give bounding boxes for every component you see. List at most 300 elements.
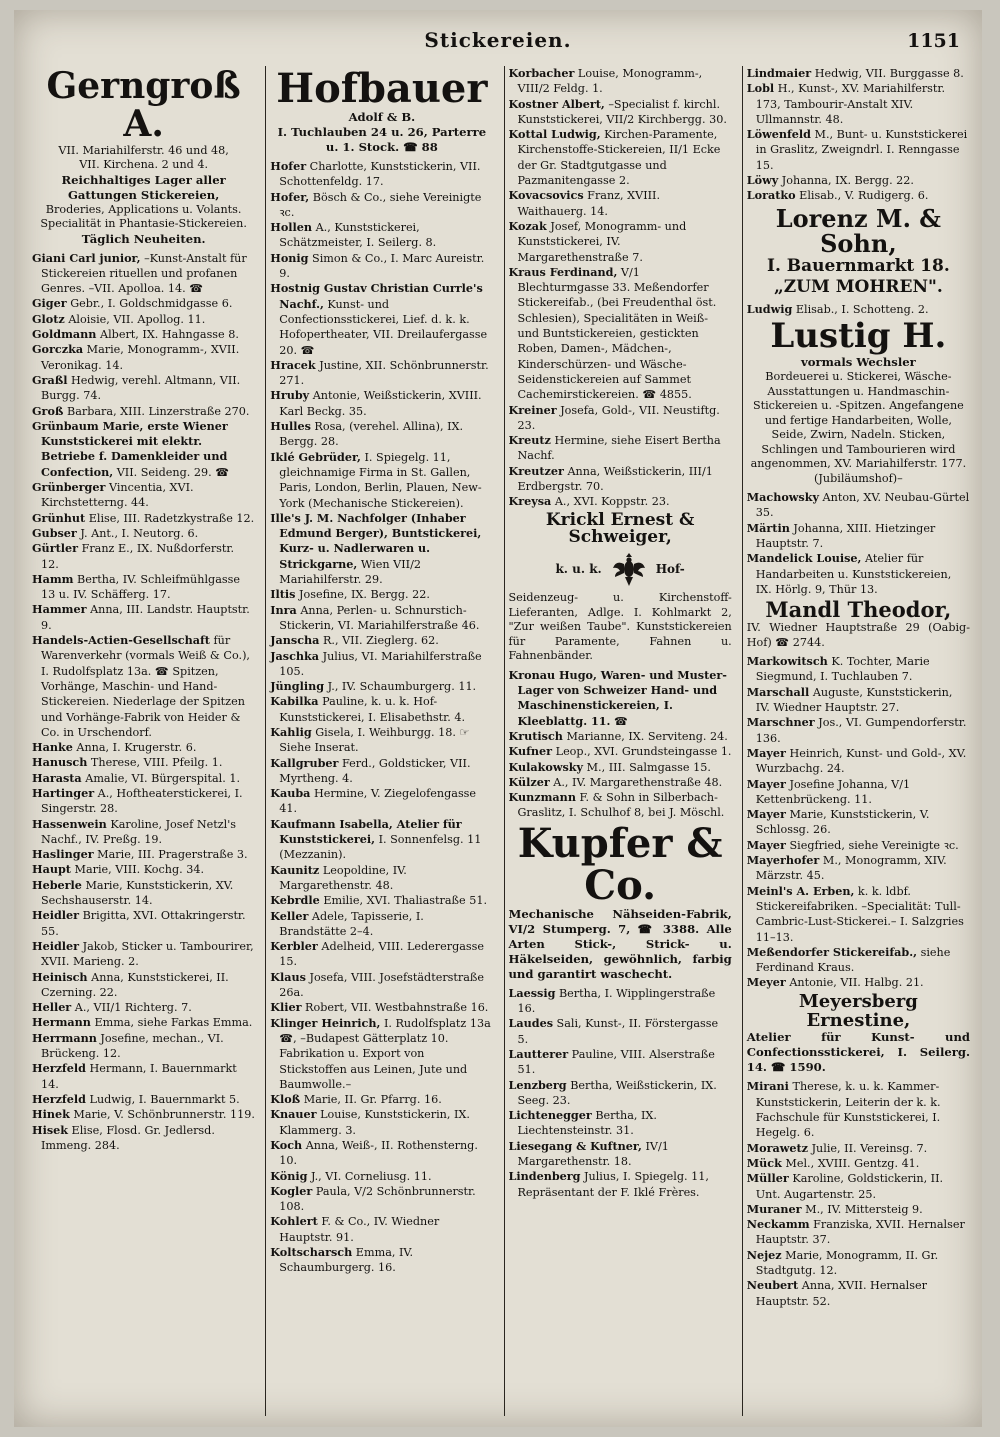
entry-details: VII. Seideng. 29. ☎ bbox=[113, 465, 230, 479]
directory-entry bbox=[270, 939, 493, 970]
directory-entry bbox=[32, 373, 255, 404]
entry-details: Anna, XVII. Hernalser Hauptstr. 52. bbox=[755, 1279, 927, 1308]
directory-entry bbox=[270, 587, 493, 602]
entry-details: V/1 Blechturmgasse 33. Meßendorfer Stickereifab., (bei Freudenthal öst. Schlesien), Specialitäten in Weiß- und Buntstickereien, gestickten Roben, Damen-, Mädchen-, Kinderschürzen- und Wäsche-Seidenstickereien auf Sammet Cachemirstickereien. ☎ 4855. bbox=[517, 265, 717, 402]
entry-details: Simon & Co., I. Marc Aureistr. 9. bbox=[279, 251, 485, 281]
directory-entry bbox=[32, 786, 255, 817]
entry-name: Korbacher bbox=[508, 66, 575, 80]
entry-details: Adelheid, VIII. Lederergasse 15. bbox=[279, 940, 485, 969]
directory-entry bbox=[32, 327, 255, 342]
entry-details: Elise, III. Radetzkystraße 12. bbox=[85, 511, 255, 525]
entry-details: F. & Sohn in Silberbach-Graslitz, I. Schulhof 8, bei J. Möschl. bbox=[517, 791, 725, 820]
directory-entry bbox=[270, 1016, 493, 1092]
entry-name: Kozak bbox=[508, 218, 547, 233]
entry-details: A., Hoftheaterstickerei, I. Singerstr. 28. bbox=[41, 786, 243, 816]
entry-details: Brigitta, XVI. Ottakringerstr. 55. bbox=[41, 909, 246, 938]
entry-name: Löwy bbox=[746, 173, 779, 188]
entry-name: Gorczka bbox=[32, 342, 84, 357]
entry-details: Marie, Kunststickerin, V. Schlossg. 26. bbox=[755, 808, 930, 837]
entry-name: Kunzmann bbox=[508, 790, 576, 805]
entry-details: Franz E., IX. Nußdorferstr. 12. bbox=[41, 542, 235, 571]
entry-name: Markowitsch bbox=[746, 654, 828, 669]
directory-entry bbox=[509, 1078, 732, 1109]
directory-entry bbox=[747, 302, 970, 317]
entry-details: Mel., XVIII. Gentzg. 41. bbox=[781, 1156, 920, 1170]
entry-name: Meyer bbox=[746, 975, 786, 990]
directory-entry bbox=[747, 521, 970, 552]
directory-entry bbox=[270, 220, 493, 251]
directory-entry bbox=[747, 807, 970, 838]
directory-entry bbox=[747, 654, 970, 685]
advertisement-line: Atelier für Kunst- und Confectionsstickerei, I. Seilerg. 14. ☎ 1590. bbox=[746, 1030, 970, 1075]
directory-entry bbox=[509, 1139, 732, 1170]
advertisement-meyersberg bbox=[746, 990, 970, 1076]
column-2 bbox=[265, 66, 493, 1416]
directory-entry bbox=[747, 1079, 970, 1140]
entry-name: Haslinger bbox=[32, 847, 94, 862]
entry-details: Anna, Kunststickerei, II. Czerning. 22. bbox=[41, 970, 229, 999]
advertisement-line: „ZUM MOHREN". bbox=[773, 277, 943, 298]
advertisement-line: Täglich Neuheiten. bbox=[81, 231, 206, 246]
advertisement-gerngross bbox=[32, 68, 255, 247]
entry-name: Kaunitz bbox=[270, 862, 320, 877]
entry-name: Koltscharsch bbox=[270, 1245, 353, 1260]
entry-details: Johanna, IX. Bergg. 22. bbox=[778, 174, 914, 188]
advertisement-line: VII. Kirchena. 2 und 4. bbox=[79, 158, 209, 172]
directory-entry bbox=[509, 760, 732, 775]
column-3 bbox=[504, 66, 732, 1416]
entry-name: Loratko bbox=[746, 188, 796, 203]
entry-name: Machowsky bbox=[746, 490, 819, 505]
entry-details: I. Spiegelg. 11, gleichnamige Firma in St. Gallen, Paris, London, Berlin, Plauen, New-York (Mechanische Stickereien). bbox=[279, 450, 482, 510]
entry-details: Robert, VII. Westbahnstraße 16. bbox=[301, 1001, 489, 1015]
entry-details: Gisela, I. Weihburgg. 18. ☞ Siehe Inserat. bbox=[279, 725, 470, 755]
entry-name: Lenzberg bbox=[508, 1077, 567, 1092]
advertisement-line: vormals Wechsler bbox=[801, 355, 916, 370]
directory-entry bbox=[509, 1169, 732, 1200]
directory-entry bbox=[747, 81, 970, 127]
entry-details: Bertha, IX. Liechtensteinstr. 31. bbox=[517, 1109, 657, 1138]
entry-details: Marie, Monogramm-, XVII. Veronikag. 14. bbox=[41, 343, 240, 372]
entry-name: Heberle bbox=[32, 877, 82, 892]
entry-name: Kebrdle bbox=[270, 893, 320, 908]
entry-name: Hassenwein bbox=[32, 816, 107, 831]
entry-details: Pauline, VIII. Alserstraße 51. bbox=[517, 1047, 715, 1077]
directory-entry bbox=[270, 893, 493, 908]
directory-entry bbox=[32, 480, 255, 511]
entry-name: Kovacsovics bbox=[508, 188, 584, 203]
entry-name: Inra bbox=[270, 602, 297, 617]
entry-details: Anton, XV. Neubau-Gürtel 35. bbox=[755, 491, 970, 520]
entry-details: Julie, II. Vereinsg. 7. bbox=[808, 1141, 928, 1155]
entry-name: Hofer bbox=[270, 159, 307, 173]
entry-name: Herzfeld bbox=[32, 1091, 86, 1106]
directory-entry bbox=[270, 1000, 493, 1015]
entry-details: –Kunst-Anstalt für Stickereien rituellen und profanen Genres. –VII. Apolloa. 14. ☎ bbox=[41, 251, 247, 296]
advertisement-line: Adolf & B. bbox=[348, 110, 416, 124]
entry-name: Kronau Hugo, Waren- und Muster-Lager von Schweizer Hand- und Maschinenstickereien, I. Kleeblattg. 11. bbox=[508, 667, 727, 728]
directory-entry bbox=[747, 551, 970, 597]
entry-name: Giger bbox=[32, 296, 67, 311]
entry-details: Hermann, I. Bauernmarkt 14. bbox=[41, 1062, 237, 1091]
entry-name: Lindenberg bbox=[508, 1169, 581, 1184]
entry-details: Hedwig, verehl. Altmann, VII. Burgg. 74. bbox=[41, 373, 241, 403]
entry-details: Anna, I. Krugerstr. 6. bbox=[72, 741, 197, 755]
entry-details: I. Sonnenfelsg. 11 (Mezzanin). bbox=[279, 833, 482, 862]
entry-details: M., III. Salmgasse 15. bbox=[583, 760, 711, 774]
entry-details: Ludwig, I. Bauernmarkt 5. bbox=[85, 1092, 240, 1106]
directory-entry bbox=[270, 358, 493, 389]
directory-entry bbox=[32, 526, 255, 541]
entry-details: Sali, Kunst-, II. Förstergasse 5. bbox=[517, 1017, 719, 1046]
entry-name: Mirani bbox=[746, 1079, 789, 1094]
entry-name: König bbox=[270, 1168, 308, 1183]
entry-details: Adele, Tapisserie, I. Brandstätte 2–4. bbox=[279, 909, 424, 938]
entry-name: Klier bbox=[270, 1000, 302, 1015]
directory-entry bbox=[509, 464, 732, 495]
advertisement-line: Broderies, Applications u. Volants. Specialität in Phantasie-Stickereien. bbox=[40, 202, 247, 231]
directory-entry bbox=[747, 945, 970, 976]
entry-details: Elise, Flosd. Gr. Jedlersd. Immeng. 284. bbox=[41, 1123, 215, 1152]
entry-details: Franziska, XVII. Hernalser Hauptstr. 37. bbox=[755, 1218, 965, 1247]
entry-details: Kirchen-Paramente, Kirchenstoffe-Stickereien, II/1 Ecke der Gr. Stadtgutgasse und Pazmanitengasse 2. bbox=[517, 128, 721, 188]
entry-name: Heinisch bbox=[32, 969, 88, 984]
entry-details: Paula, V/2 Schönbrunnerstr. 108. bbox=[279, 1184, 476, 1214]
directory-entry bbox=[747, 1217, 970, 1248]
entry-name: Meinl's A. Erben, bbox=[746, 883, 855, 898]
entry-name: Heidler bbox=[32, 938, 80, 953]
directory-entry bbox=[32, 939, 255, 970]
directory-entry bbox=[509, 494, 732, 509]
directory-entry bbox=[270, 1092, 493, 1107]
advertisement-line: Mechanische Nähseiden-Fabrik, VI/2 Stumperg. 7, ☎ 3388. Alle Arten Stick-, Strick- u. Häkelseiden, gewöhnlich, farbig und garantirt waschecht. bbox=[508, 906, 732, 981]
entry-name: Muraner bbox=[746, 1201, 802, 1216]
entry-details: Antonie, Weißstickerin, XVIII. Karl Beckg. 35. bbox=[279, 389, 482, 418]
entry-details: K. Tochter, Marie Siegmund, I. Tuchlauben 7. bbox=[755, 655, 930, 684]
directory-entry bbox=[270, 419, 493, 450]
directory-entry bbox=[747, 1278, 970, 1309]
directory-entry bbox=[32, 602, 255, 633]
entry-name: Hollen bbox=[270, 220, 313, 235]
entry-details: Bertha, I. Wipplingerstraße 16. bbox=[517, 986, 716, 1016]
directory-entry bbox=[509, 188, 732, 219]
directory-entry bbox=[509, 433, 732, 464]
directory-entry bbox=[509, 265, 732, 403]
directory-entry bbox=[32, 755, 255, 770]
directory-entry bbox=[270, 970, 493, 1001]
directory-entry bbox=[509, 66, 732, 97]
directory-entry bbox=[32, 1107, 255, 1122]
entry-details: Anna, Weiß-, II. Rothensterng. 10. bbox=[279, 1139, 478, 1168]
entry-details: A., XVI. Koppstr. 23. bbox=[551, 495, 670, 509]
entry-name: Harasta bbox=[32, 770, 82, 785]
entry-name: Grünhut bbox=[32, 510, 86, 525]
directory-entry bbox=[270, 603, 493, 634]
advertisement-title: Gerngroß A. bbox=[46, 66, 241, 145]
advertisement-title: Lorenz M. & Sohn, bbox=[775, 203, 941, 258]
entry-name: Janscha bbox=[270, 633, 320, 648]
entry-details: Marie, Kunststickerin, XV. Sechshauserstr. 14. bbox=[41, 878, 234, 908]
directory-entry bbox=[747, 173, 970, 188]
directory-entry bbox=[270, 388, 493, 419]
entry-name: Hinek bbox=[32, 1107, 70, 1122]
entry-details: Jakob, Sticker u. Tambourirer, XVII. Marieng. 2. bbox=[41, 939, 254, 969]
advertisement-line: Bordeuerei u. Stickerei, Wäsche-Ausstattungen u. Handmaschin-Stickereien u. -Spitzen. Angefangene und fertige Handarbeiten, Wolle, Seide, Zwirn, Nadeln. Sticken, Schlingen und Tambourieren wird angenommen, XV. Mariahilferstr. 177. (Jubiläumshof)– bbox=[750, 370, 967, 485]
entry-name: Hisek bbox=[32, 1122, 68, 1137]
advertisement-line: I. Tuchlauben 24 u. 26, Parterre u. 1. Stock. ☎ 88 bbox=[277, 125, 487, 154]
entry-name: Hruby bbox=[270, 388, 310, 403]
entry-details: I. Rudolfsplatz 13a ☎, –Budapest Gätterplatz 10. Fabrikation u. Export von Stickstoffen aus Leinen, Jute und Baumwolle.– bbox=[279, 1016, 491, 1091]
directory-entry bbox=[270, 817, 493, 863]
entry-details: A., Kunststickerei, Schätzmeister, I. Seilerg. 8. bbox=[279, 221, 437, 250]
directory-entry bbox=[747, 715, 970, 746]
directory-entry bbox=[270, 159, 493, 190]
advertisement-title: Meyersberg Ernestine, bbox=[798, 990, 918, 1031]
entry-details: H., Kunst-, XV. Mariahilferstr. 173, Tambourir-Anstalt XIV. Ullmannstr. 48. bbox=[755, 82, 946, 126]
entry-details: Pauline, k. u. k. Hof-Kunststickerei, I. Elisabethstr. 4. bbox=[279, 695, 466, 724]
entry-name: Lichtenegger bbox=[508, 1108, 592, 1123]
advertisement-title: Mandl Theodor, bbox=[765, 597, 952, 623]
entry-name: Hostnig Gustav Christian Currle's Nachf., bbox=[270, 281, 483, 311]
entry-name: Hofer, bbox=[270, 189, 310, 204]
entry-name: Marschall bbox=[746, 684, 810, 699]
page-number: 1151 bbox=[907, 30, 960, 52]
entry-name: Ludwig bbox=[746, 302, 793, 317]
directory-entry bbox=[270, 190, 493, 221]
entry-details: Marie, III. Pragerstraße 3. bbox=[93, 848, 248, 862]
entry-name: Laessig bbox=[508, 985, 556, 1000]
directory-entry bbox=[270, 511, 493, 587]
entry-details: ☎ bbox=[610, 714, 628, 728]
directory-entry bbox=[270, 863, 493, 894]
directory-entry bbox=[509, 775, 732, 790]
entry-details: Justine, XII. Schönbrunnerstr. 271. bbox=[279, 358, 489, 388]
entry-name: Meßendorfer Stickereifab., bbox=[746, 944, 918, 959]
entry-name: Kufner bbox=[508, 744, 553, 759]
entry-details: Johanna, XIII. Hietzinger Hauptstr. 7. bbox=[755, 521, 936, 550]
entry-details: Heinrich, Kunst- und Gold-, XV. Wurzbachg. 24. bbox=[755, 746, 967, 776]
entry-details: Rosa, (verehel. Allina), IX. Bergg. 28. bbox=[279, 420, 464, 449]
directory-entry bbox=[509, 790, 732, 821]
entry-details: Julius, I. Spiegelg. 11, Repräsentant der F. Iklé Frères. bbox=[517, 1170, 709, 1199]
entry-details: Atelier für Handarbeiten u. Kunststickereien, IX. Hörlg. 9, Thür 13. bbox=[755, 552, 952, 596]
entry-details: Charlotte, Kunststickerin, VII. Schottenfeldg. 17. bbox=[279, 160, 481, 189]
directory-entry bbox=[270, 679, 493, 694]
directory-entry bbox=[509, 219, 732, 265]
entry-name: Jüngling bbox=[270, 679, 325, 694]
entry-details: Jos., VI. Gumpendorferstr. 136. bbox=[755, 716, 967, 745]
entry-name: Lindmaier bbox=[746, 66, 812, 80]
directory-entry bbox=[32, 771, 255, 786]
directory-entry bbox=[747, 1248, 970, 1279]
entry-name: Kallgruber bbox=[270, 755, 339, 770]
entry-details: Aloisie, VII. Apollog. 11. bbox=[64, 312, 206, 326]
advertisement-title: Krickl Ernest & Schweiger, bbox=[545, 509, 695, 548]
entry-name: Mayer bbox=[746, 807, 786, 822]
directory-entry bbox=[509, 97, 732, 128]
directory-entry bbox=[747, 1156, 970, 1171]
directory-entry bbox=[270, 694, 493, 725]
directory-entry bbox=[270, 281, 493, 357]
entry-name: Lautterer bbox=[508, 1046, 569, 1061]
entry-name: Hartinger bbox=[32, 785, 95, 800]
entry-name: Honig bbox=[270, 250, 309, 265]
entry-details: k. k. ldbf. Stickereifabriken. –Specialität: Tull-Cambric-Lust-Stickerei.– I. Salzgries 11–13. bbox=[755, 884, 964, 944]
advertisement-line: IV. Wiedner Hauptstraße 29 (Oabig-Hof) ☎ 2744. bbox=[746, 621, 970, 649]
entry-details: Leop., XVI. Grundsteingasse 1. bbox=[552, 745, 732, 759]
entry-name: Marschner bbox=[746, 715, 815, 730]
directory-entry bbox=[509, 403, 732, 434]
entry-details: Barbara, XIII. Linzerstraße 270. bbox=[63, 404, 250, 418]
directory-entry bbox=[32, 862, 255, 877]
entry-name: Kulakowsky bbox=[508, 759, 584, 774]
entry-name: Giani Carl junior, bbox=[32, 250, 141, 265]
entry-details: Emma, siehe Farkas Emma. bbox=[90, 1016, 253, 1030]
entry-name: Kreutzer bbox=[508, 463, 564, 478]
directory-entry bbox=[270, 1138, 493, 1169]
directory-entry bbox=[270, 633, 493, 648]
entry-name: Iklé Gebrüder, bbox=[270, 449, 361, 464]
entry-name: Kauba bbox=[270, 786, 311, 801]
entry-details: Louise, Kunststickerin, IX. Klammerg. 3. bbox=[279, 1108, 470, 1137]
entry-details: Anna, III. Landstr. Hauptstr. 9. bbox=[41, 603, 250, 632]
directory-entry bbox=[270, 1184, 493, 1215]
entry-details: Hermine, siehe Eisert Bertha Nachf. bbox=[517, 434, 721, 463]
directory-entry bbox=[32, 541, 255, 572]
entry-name: Hanke bbox=[32, 740, 73, 755]
directory-entry bbox=[32, 1000, 255, 1015]
entry-name: Kreutz bbox=[508, 433, 551, 448]
entry-name: Herrmann bbox=[32, 1030, 97, 1045]
entry-name: Klaus bbox=[270, 969, 306, 984]
directory-entry bbox=[32, 970, 255, 1001]
entry-name: Groß bbox=[32, 403, 64, 418]
entry-name: Kostner Albert, bbox=[508, 96, 605, 111]
directory-entry bbox=[32, 572, 255, 603]
directory-entry bbox=[509, 1016, 732, 1047]
entry-details: F. & Co., IV. Wiedner Hauptstr. 91. bbox=[279, 1215, 440, 1244]
directory-entry bbox=[270, 756, 493, 787]
entry-name: Herzfeld bbox=[32, 1061, 86, 1076]
advertisement-line: I. Bauernmarkt 18. bbox=[767, 256, 950, 277]
entry-details: Bertha, Weißstickerin, IX. Seeg. 23. bbox=[517, 1078, 717, 1107]
directory-entry bbox=[270, 909, 493, 940]
entry-details: IV/1 Margarethenstr. 18. bbox=[517, 1139, 669, 1169]
directory-entry bbox=[32, 251, 255, 297]
entry-name: Kohlert bbox=[270, 1214, 318, 1229]
entry-details: –Specialist f. kirchl. Kunststickerei, VII/2 Kirchbergg. 30. bbox=[517, 97, 727, 126]
directory-entry bbox=[747, 188, 970, 203]
advertisement-krickl bbox=[508, 509, 732, 664]
entry-details: J., VI. Corneliusg. 11. bbox=[307, 1169, 432, 1183]
directory-entry bbox=[747, 490, 970, 521]
entry-name: Märtin bbox=[746, 520, 790, 535]
entry-name: Mandelick Louise, bbox=[746, 551, 862, 566]
entry-details: Leopoldine, IV. Margarethenstr. 48. bbox=[279, 863, 407, 892]
entry-details: Josefine Johanna, V/1 Kettenbrückeng. 11. bbox=[755, 777, 911, 806]
directory-entry bbox=[32, 740, 255, 755]
entry-details: Kunst- und Confectionsstickerei, Lief. d. k. k. Hofopertheater, VII. Dreilaufergasse 20. ☎ bbox=[279, 297, 488, 357]
entry-name: Mayer bbox=[746, 745, 786, 760]
directory-entry bbox=[747, 777, 970, 808]
entry-name: Knauer bbox=[270, 1107, 317, 1122]
entry-details: Amalie, VI. Bürgerspital. 1. bbox=[81, 771, 241, 785]
directory-entry bbox=[32, 633, 255, 740]
directory-entry bbox=[270, 786, 493, 817]
entry-name: Mayer bbox=[746, 837, 786, 852]
entry-name: Kerbler bbox=[270, 939, 318, 954]
entry-details: Antonie, VII. Halbg. 21. bbox=[785, 976, 924, 990]
directory-entry bbox=[32, 404, 255, 419]
directory-entry bbox=[509, 744, 732, 759]
entry-details: Josefine, IX. Bergg. 22. bbox=[295, 588, 430, 602]
imperial-eagle-icon bbox=[612, 550, 646, 588]
directory-entry bbox=[32, 1031, 255, 1062]
column-1 bbox=[32, 66, 255, 1416]
directory-entry bbox=[509, 1108, 732, 1139]
directory-entry bbox=[32, 1092, 255, 1107]
entry-name: Hanusch bbox=[32, 755, 88, 770]
directory-entry bbox=[747, 1141, 970, 1156]
entry-details: Ferd., Goldsticker, VII. Myrtheng. 4. bbox=[279, 756, 471, 785]
advertisement-line: Reichhaltiges Lager aller Gattungen Stickereien, bbox=[61, 172, 226, 202]
entry-details: Josef, Monogramm- und Kunststickerei, IV. Margarethenstraße 7. bbox=[517, 219, 687, 264]
directory-entry bbox=[270, 1169, 493, 1184]
directory-entry bbox=[747, 746, 970, 777]
entry-name: Koch bbox=[270, 1138, 303, 1152]
directory-entry bbox=[747, 685, 970, 716]
directory-entry bbox=[32, 908, 255, 939]
entry-name: Hracek bbox=[270, 357, 316, 372]
entry-name: Nejez bbox=[746, 1247, 782, 1262]
entry-details: Marie, V. Schönbrunnerstr. 119. bbox=[69, 1108, 255, 1122]
directory-entry bbox=[270, 450, 493, 511]
entry-details: Marie, VIII. Kochg. 34. bbox=[70, 863, 205, 877]
entry-name: Külzer bbox=[508, 774, 550, 789]
entry-name: Ille's J. M. Nachfolger (Inhaber Edmund Berger), Buntstickerei, Kurz- u. Nadlerwaren u. Strickgarne, bbox=[270, 510, 482, 571]
directory-entry bbox=[270, 1245, 493, 1276]
entry-details: M., Monogramm, XIV. Märzstr. 45. bbox=[755, 854, 947, 883]
advertisement-line: Seidenzeug- u. Kirchenstoff-Lieferanten, Adlge. I. Kohlmarkt 2, "Zur weißen Taube". Kunststickereien für Paramente, Fahnen u. Fahnenbänder. bbox=[508, 591, 732, 663]
entry-name: Klinger Heinrich, bbox=[270, 1015, 381, 1030]
entry-name: Iltis bbox=[270, 587, 296, 602]
entry-name: Gürtler bbox=[32, 541, 79, 556]
entry-details: Hermine, V. Ziegelofengasse 41. bbox=[279, 787, 477, 816]
entry-name: Mück bbox=[746, 1155, 782, 1170]
entry-name: Müller bbox=[746, 1171, 789, 1186]
directory-entry bbox=[32, 419, 255, 480]
entry-name: Löwenfeld bbox=[746, 127, 811, 142]
entry-name: Liesegang & Kuftner, bbox=[508, 1138, 642, 1153]
advertisement-title: Kupfer & Co. bbox=[517, 819, 723, 909]
crest-label-right: Hof- bbox=[655, 562, 685, 577]
entry-name: Kloß bbox=[270, 1092, 301, 1107]
entry-name: Heidler bbox=[32, 908, 80, 923]
advertisement-hofbauer bbox=[270, 68, 493, 155]
crest-label-left: k. u. k. bbox=[555, 562, 602, 577]
directory-entry bbox=[32, 1015, 255, 1030]
entry-details: Josefine, mechan., VI. Brückeng. 12. bbox=[41, 1031, 224, 1061]
entry-name: Goldmann bbox=[32, 327, 97, 342]
directory-entry bbox=[747, 127, 970, 173]
entry-details: Hedwig, VII. Burggasse 8. bbox=[811, 67, 964, 80]
directory-entry bbox=[32, 878, 255, 909]
directory-page bbox=[14, 10, 982, 1427]
directory-entry bbox=[747, 884, 970, 945]
entry-details: Josefa, Gold-, VII. Neustiftg. 23. bbox=[517, 403, 720, 432]
entry-details: Emma, IV. Schaumburgerg. 16. bbox=[279, 1246, 414, 1275]
entry-name: Kabilka bbox=[270, 694, 319, 709]
